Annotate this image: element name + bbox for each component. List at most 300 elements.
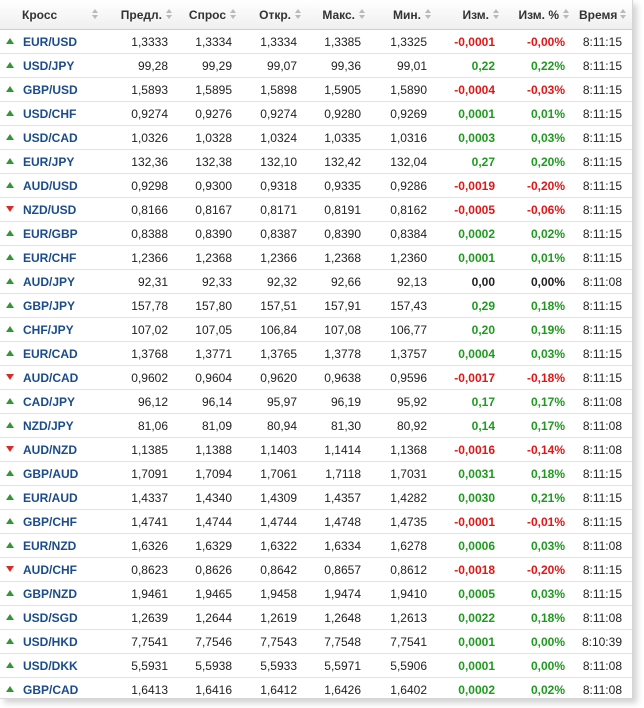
open-cell: 80,94 [242,414,307,438]
ask-cell: 1,6416 [178,678,242,700]
open-cell: 0,9318 [242,174,307,198]
table-header [0,0,632,30]
pair-cell [0,630,104,654]
bid-cell: 1,9461 [104,582,178,606]
change-cell: 0,00 [437,270,505,294]
change-cell: 0,0006 [437,534,505,558]
header-change-pct[interactable] [505,0,575,30]
change-pct-cell: -0,01% [505,510,575,534]
pair-link[interactable]: AUD/CAD [23,370,79,385]
open-cell: 157,51 [242,294,307,318]
bid-cell: 96,12 [104,390,178,414]
change-pct-cell: 0,03% [505,126,575,150]
low-cell: 5,5906 [371,654,437,678]
pair-link[interactable]: CAD/JPY [23,394,76,409]
arrow-up-icon [6,518,14,524]
table-row [0,414,632,438]
low-cell: 1,2360 [371,246,437,270]
open-cell: 1,2619 [242,606,307,630]
ask-cell: 0,8626 [178,558,242,582]
header-time[interactable] [575,0,632,30]
change-cell: 0,0022 [437,606,505,630]
arrow-up-icon [6,422,14,428]
table-row [0,486,632,510]
pair-link[interactable]: USD/CAD [23,130,78,145]
change-cell: -0,0005 [437,198,505,222]
pair-cell [0,390,104,414]
ask-cell: 81,09 [178,414,242,438]
arrow-up-icon [6,398,14,404]
header-low-label: Мин. [393,7,421,22]
pair-cell [0,678,104,700]
open-cell: 92,32 [242,270,307,294]
change-pct-cell: 0,00% [505,630,575,654]
ask-cell: 107,05 [178,318,242,342]
pair-cell [0,174,104,198]
change-cell: 0,0001 [437,246,505,270]
bid-cell: 1,3768 [104,342,178,366]
bid-cell: 1,7091 [104,462,178,486]
pair-cell [0,414,104,438]
open-cell: 1,6322 [242,534,307,558]
bid-cell: 132,36 [104,150,178,174]
arrow-down-icon [6,206,14,212]
header-open[interactable] [242,0,307,30]
arrow-up-icon [6,38,14,44]
pair-cell [0,150,104,174]
bid-cell: 92,31 [104,270,178,294]
bid-cell: 1,0326 [104,126,178,150]
time-cell: 8:11:15 [575,462,632,486]
pair-cell [0,246,104,270]
pair-link[interactable]: AUD/JPY [23,274,76,289]
change-cell: 0,0001 [437,630,505,654]
pair-link[interactable]: GBP/JPY [23,298,76,313]
time-cell: 8:10:39 [575,630,632,654]
header-change-label: Изм. [462,7,489,22]
pair-link[interactable]: GBP/CAD [23,682,79,697]
table-row [0,150,632,174]
change-pct-cell: 0,18% [505,294,575,318]
change-cell: 0,0001 [437,102,505,126]
open-cell: 1,5898 [242,78,307,102]
sort-icon [563,9,569,20]
table-row [0,534,632,558]
bid-cell: 1,6326 [104,534,178,558]
ask-cell: 1,9465 [178,582,242,606]
low-cell: 1,4282 [371,486,437,510]
time-cell: 8:11:15 [575,294,632,318]
pair-link[interactable]: AUD/CHF [23,562,77,577]
ask-cell: 1,5895 [178,78,242,102]
ask-cell: 1,3334 [178,30,242,54]
ask-cell: 132,38 [178,150,242,174]
open-cell: 1,4744 [242,510,307,534]
arrow-down-icon [6,374,14,380]
arrow-up-icon [6,350,14,356]
open-cell: 99,07 [242,54,307,78]
pair-link[interactable]: GBP/CHF [23,514,77,529]
low-cell: 1,2613 [371,606,437,630]
bid-cell: 99,28 [104,54,178,78]
pair-cell [0,318,104,342]
change-pct-cell: 0,01% [505,246,575,270]
pair-cell [0,30,104,54]
change-pct-cell: 0,01% [505,102,575,126]
change-cell: 0,0001 [437,654,505,678]
low-cell: 132,04 [371,150,437,174]
open-cell: 1,3765 [242,342,307,366]
table-row [0,606,632,630]
high-cell: 92,66 [307,270,371,294]
low-cell: 0,8612 [371,558,437,582]
low-cell: 1,9410 [371,582,437,606]
time-cell: 8:11:15 [575,30,632,54]
header-ask[interactable] [178,0,242,30]
bid-cell: 5,5931 [104,654,178,678]
pair-link[interactable]: EUR/NZD [23,538,77,553]
time-cell: 8:11:15 [575,102,632,126]
low-cell: 1,0316 [371,126,437,150]
pair-cell [0,342,104,366]
pair-link[interactable]: NZD/USD [23,202,77,217]
change-cell: 0,0002 [437,222,505,246]
high-cell: 0,9280 [307,102,371,126]
time-cell: 8:11:15 [575,318,632,342]
low-cell: 95,92 [371,390,437,414]
pair-link[interactable]: USD/HKD [23,634,78,649]
header-bid[interactable] [104,0,178,30]
time-cell: 8:11:08 [575,270,632,294]
change-cell: -0,0017 [437,366,505,390]
pair-link[interactable]: NZD/JPY [23,418,74,433]
arrow-down-icon [6,446,14,452]
arrow-up-icon [6,590,14,596]
high-cell: 96,19 [307,390,371,414]
ask-cell: 1,6329 [178,534,242,558]
pair-link[interactable]: EUR/GBP [23,226,78,241]
pair-link[interactable]: USD/CHF [23,106,77,121]
pair-cell [0,654,104,678]
low-cell: 1,6402 [371,678,437,700]
change-cell: 0,14 [437,414,505,438]
change-cell: 0,0003 [437,126,505,150]
ask-cell: 92,33 [178,270,242,294]
table-row [0,630,632,654]
high-cell: 0,9335 [307,174,371,198]
table-row [0,462,632,486]
bid-cell: 1,1385 [104,438,178,462]
change-cell: 0,22 [437,54,505,78]
high-cell: 7,7548 [307,630,371,654]
change-pct-cell: -0,20% [505,174,575,198]
change-pct-cell: 0,02% [505,678,575,700]
low-cell: 1,5890 [371,78,437,102]
table-row [0,294,632,318]
sort-icon [295,9,301,20]
pair-link[interactable]: EUR/CHF [23,250,77,265]
table-row [0,30,632,54]
pair-link[interactable]: GBP/NZD [23,586,77,601]
high-cell: 1,3778 [307,342,371,366]
low-cell: 0,9286 [371,174,437,198]
pair-link[interactable]: EUR/CAD [23,346,78,361]
change-cell: 0,0002 [437,678,505,700]
table-row [0,582,632,606]
open-cell: 95,97 [242,390,307,414]
change-cell: 0,0004 [437,342,505,366]
high-cell: 1,9474 [307,582,371,606]
time-cell: 8:11:08 [575,606,632,630]
low-cell: 106,77 [371,318,437,342]
pair-link[interactable]: EUR/USD [23,34,78,49]
bid-cell: 0,8166 [104,198,178,222]
arrow-up-icon [6,470,14,476]
pair-cell [0,78,104,102]
time-cell: 8:11:08 [575,654,632,678]
pair-link[interactable]: EUR/JPY [23,154,75,169]
low-cell: 1,1368 [371,438,437,462]
sort-icon [92,9,98,20]
header-change[interactable] [437,0,505,30]
arrow-up-icon [6,302,14,308]
change-pct-cell: 0,17% [505,390,575,414]
bid-cell: 1,2639 [104,606,178,630]
pair-cell [0,534,104,558]
high-cell: 0,9638 [307,366,371,390]
pair-link[interactable]: AUD/NZD [23,442,77,457]
table-row [0,558,632,582]
table-row [0,126,632,150]
time-cell: 8:11:15 [575,366,632,390]
table-row [0,246,632,270]
pair-link[interactable]: CHF/JPY [23,322,74,337]
high-cell: 5,5971 [307,654,371,678]
arrow-up-icon [6,86,14,92]
pair-link[interactable]: GBP/USD [23,82,78,97]
open-cell: 1,6412 [242,678,307,700]
open-cell: 0,8171 [242,198,307,222]
table-row [0,678,632,700]
open-cell: 5,5933 [242,654,307,678]
sort-icon [166,9,172,20]
change-pct-cell: 0,00% [505,654,575,678]
open-cell: 1,9458 [242,582,307,606]
low-cell: 0,9269 [371,102,437,126]
time-cell: 8:11:15 [575,198,632,222]
pair-cell [0,102,104,126]
change-cell: -0,0001 [437,510,505,534]
header-ask-label: Спрос [188,7,226,22]
high-cell: 1,6334 [307,534,371,558]
time-cell: 8:11:15 [575,126,632,150]
pair-cell [0,294,104,318]
change-pct-cell: -0,03% [505,78,575,102]
change-pct-cell: 0,18% [505,606,575,630]
time-cell: 8:11:15 [575,246,632,270]
time-cell: 8:11:15 [575,510,632,534]
low-cell: 0,8162 [371,198,437,222]
arrow-up-icon [6,638,14,644]
low-cell: 1,3757 [371,342,437,366]
arrow-up-icon [6,542,14,548]
ask-cell: 1,2368 [178,246,242,270]
bid-cell: 107,02 [104,318,178,342]
pair-cell [0,222,104,246]
open-cell: 1,2366 [242,246,307,270]
low-cell: 0,8384 [371,222,437,246]
header-pair[interactable] [0,0,104,30]
ask-cell: 1,4340 [178,486,242,510]
low-cell: 7,7541 [371,630,437,654]
header-high[interactable] [307,0,371,30]
open-cell: 1,7061 [242,462,307,486]
ask-cell: 7,7546 [178,630,242,654]
high-cell: 81,30 [307,414,371,438]
bid-cell: 0,9298 [104,174,178,198]
time-cell: 8:11:15 [575,54,632,78]
ask-cell: 0,9300 [178,174,242,198]
change-cell: -0,0016 [437,438,505,462]
bid-cell: 1,5893 [104,78,178,102]
table-row [0,318,632,342]
open-cell: 1,0324 [242,126,307,150]
table-row [0,222,632,246]
ask-cell: 1,4744 [178,510,242,534]
high-cell: 1,6426 [307,678,371,700]
arrow-up-icon [6,326,14,332]
ask-cell: 0,8390 [178,222,242,246]
bid-cell: 0,9602 [104,366,178,390]
sort-icon [425,9,431,20]
open-cell: 106,84 [242,318,307,342]
header-pair-label: Кросс [22,7,58,22]
table-row [0,366,632,390]
change-cell: 0,0005 [437,582,505,606]
ask-cell: 1,7094 [178,462,242,486]
table-row [0,198,632,222]
open-cell: 1,1403 [242,438,307,462]
arrow-up-icon [6,62,14,68]
high-cell: 107,08 [307,318,371,342]
pair-link[interactable]: USD/JPY [23,58,75,73]
header-open-label: Откр. [259,7,291,22]
change-cell: 0,29 [437,294,505,318]
change-pct-cell: 0,21% [505,486,575,510]
high-cell: 0,8657 [307,558,371,582]
change-cell: -0,0004 [437,78,505,102]
table-row [0,270,632,294]
time-cell: 8:11:08 [575,534,632,558]
open-cell: 7,7543 [242,630,307,654]
change-pct-cell: 0,00% [505,270,575,294]
arrow-up-icon [6,614,14,620]
time-cell: 8:11:15 [575,558,632,582]
open-cell: 1,4309 [242,486,307,510]
ask-cell: 1,2644 [178,606,242,630]
low-cell: 1,7031 [371,462,437,486]
arrow-up-icon [6,158,14,164]
bid-cell: 0,9274 [104,102,178,126]
sort-icon [230,9,236,20]
low-cell: 1,3325 [371,30,437,54]
change-pct-cell: 0,03% [505,342,575,366]
pair-link[interactable]: GBP/AUD [23,466,79,481]
table-row [0,78,632,102]
pair-link[interactable]: USD/SGD [23,610,78,625]
arrow-up-icon [6,686,14,692]
change-cell: 0,0031 [437,462,505,486]
high-cell: 132,42 [307,150,371,174]
low-cell: 157,43 [371,294,437,318]
bid-cell: 1,3333 [104,30,178,54]
pair-cell [0,270,104,294]
pair-cell [0,606,104,630]
low-cell: 0,9596 [371,366,437,390]
open-cell: 0,9620 [242,366,307,390]
bid-cell: 1,2366 [104,246,178,270]
change-pct-cell: 0,03% [505,534,575,558]
time-cell: 8:11:15 [575,222,632,246]
high-cell: 1,0335 [307,126,371,150]
open-cell: 0,8642 [242,558,307,582]
bid-cell: 7,7541 [104,630,178,654]
low-cell: 99,01 [371,54,437,78]
high-cell: 157,91 [307,294,371,318]
time-cell: 8:11:15 [575,174,632,198]
sort-icon [359,9,365,20]
pair-cell [0,462,104,486]
change-pct-cell: 0,18% [505,462,575,486]
time-cell: 8:11:15 [575,78,632,102]
ask-cell: 157,80 [178,294,242,318]
header-low[interactable] [371,0,437,30]
change-pct-cell: 0,20% [505,150,575,174]
time-cell: 8:11:15 [575,486,632,510]
change-cell: -0,0018 [437,558,505,582]
ask-cell: 99,29 [178,54,242,78]
change-pct-cell: -0,18% [505,366,575,390]
arrow-up-icon [6,494,14,500]
time-cell: 8:11:15 [575,150,632,174]
pair-link[interactable]: EUR/AUD [23,490,78,505]
pair-cell [0,510,104,534]
change-cell: 0,20 [437,318,505,342]
table-row [0,438,632,462]
table-row [0,342,632,366]
open-cell: 132,10 [242,150,307,174]
change-pct-cell: 0,17% [505,414,575,438]
arrow-up-icon [6,134,14,140]
sort-icon [620,9,626,20]
ask-cell: 1,3771 [178,342,242,366]
bid-cell: 0,8623 [104,558,178,582]
bid-cell: 81,06 [104,414,178,438]
arrow-up-icon [6,278,14,284]
pair-link[interactable]: USD/DKK [23,658,78,673]
change-pct-cell: -0,06% [505,198,575,222]
header-bid-label: Предл. [120,7,162,22]
change-pct-cell: -0,20% [505,558,575,582]
high-cell: 1,3385 [307,30,371,54]
change-cell: 0,27 [437,150,505,174]
pair-link[interactable]: AUD/USD [23,178,78,193]
low-cell: 1,4735 [371,510,437,534]
change-pct-cell: -0,14% [505,438,575,462]
pair-cell [0,126,104,150]
bid-cell: 1,4741 [104,510,178,534]
open-cell: 1,3334 [242,30,307,54]
